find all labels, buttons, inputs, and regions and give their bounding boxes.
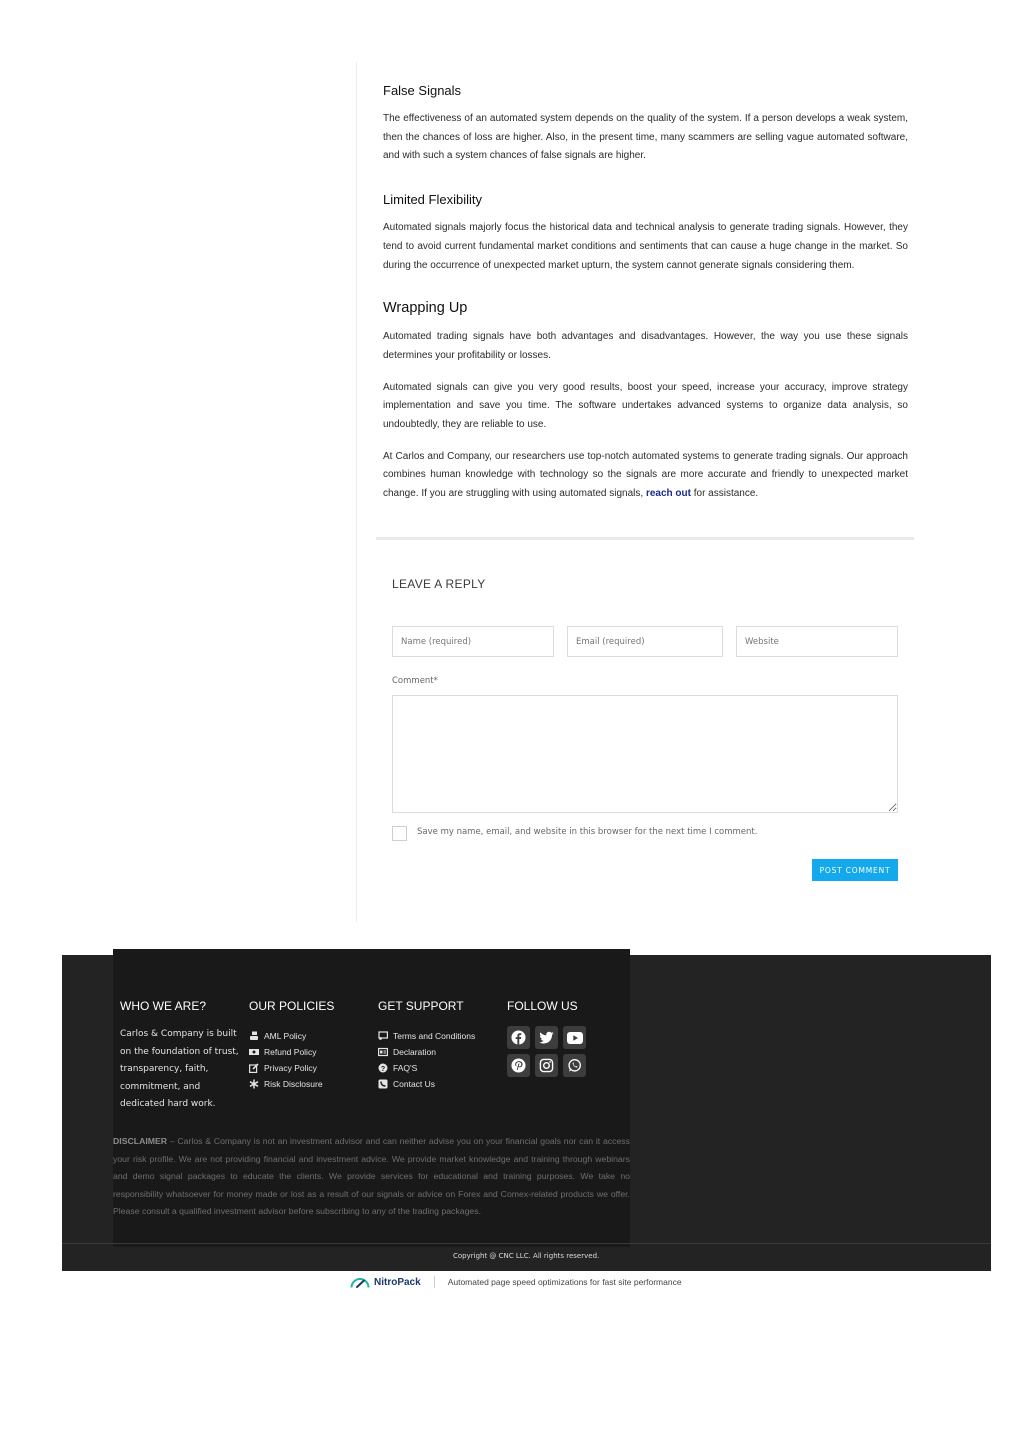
money-bill-icon — [249, 1047, 259, 1057]
support-label: FAQ'S — [393, 1063, 418, 1073]
nitropack-badge[interactable] — [350, 1275, 682, 1289]
wrapping-up-paragraph-2: Automated signals can give you very good results, boost your speed, increase your accuracy, improve strategy implementation and save you time. The software undertakes advanced systems to organize data analysis, so undoubtedly, they are reliable to use. — [383, 381, 908, 431]
policies-list — [249, 1028, 323, 1092]
support-link-contact[interactable] — [378, 1076, 475, 1092]
about-text: Carlos & Company is built on the foundation of trust, transparency, faith, commitment, and dedicated hard work. — [120, 1029, 239, 1109]
policy-label: Privacy Policy — [264, 1063, 317, 1073]
wrapping-up-paragraph-1: Automated trading signals have both advantages and disadvantages. However, the way you use these signals determines your profitability or losses. — [383, 331, 908, 361]
id-card-icon — [378, 1047, 388, 1057]
article-body — [383, 80, 908, 504]
website-field[interactable] — [736, 626, 898, 657]
edit-icon — [249, 1063, 259, 1073]
whatsapp-button[interactable] — [563, 1054, 586, 1077]
youtube-icon — [567, 1032, 583, 1044]
svg-text:?: ? — [380, 1066, 386, 1073]
get-support-title: GET SUPPORT — [378, 999, 464, 1013]
comment-label: Comment* — [392, 676, 438, 686]
copyright: Copyright @ CNC LLC. All rights reserved. — [453, 1252, 600, 1260]
policy-label: Refund Policy — [264, 1047, 317, 1057]
follow-us-title: FOLLOW US — [507, 999, 578, 1013]
support-label: Terms and Conditions — [393, 1031, 476, 1041]
pinterest-button[interactable] — [507, 1054, 530, 1077]
support-list — [378, 1028, 475, 1092]
nitropack-tagline: Automated page speed optimizations for fast site performance — [447, 1277, 682, 1287]
heading-limited-flexibility: Limited Flexibility — [383, 192, 482, 208]
false-signals-paragraph: The effectiveness of an automated system depends on the quality of the system. If a person develops a weak system, then the chances of loss are higher. Also, in the present time, many scammers are selling vague automated software, and with such a system chances of false signals are higher. — [383, 113, 908, 162]
section-divider — [376, 537, 914, 540]
nitropack-separator — [434, 1276, 435, 1288]
nitropack-logo-icon — [350, 1276, 370, 1288]
instagram-icon — [539, 1058, 554, 1073]
who-we-are-title: WHO WE ARE? — [120, 999, 207, 1013]
twitter-button[interactable] — [535, 1026, 558, 1049]
final-paragraph-text: At Carlos and Company, our researchers use top-notch automated systems to generate trading signals. Our approach combines human knowledge with technology so the signals are more accurate and friendly to unexpected market change. If you are struggling with using automated signals, — [383, 450, 908, 500]
final-paragraph-tail: for assistance. — [690, 488, 759, 500]
policy-label: Risk Disclosure — [264, 1079, 323, 1089]
facebook-icon — [511, 1030, 526, 1045]
save-info-checkbox[interactable] — [392, 826, 407, 841]
support-label: Declaration — [393, 1047, 436, 1057]
sidebar-divider — [356, 62, 357, 922]
instagram-button[interactable] — [535, 1054, 558, 1077]
heading-wrapping-up: Wrapping Up — [383, 300, 468, 317]
support-link-declaration[interactable] — [378, 1044, 475, 1060]
disclaimer — [113, 1133, 630, 1221]
comment-textarea[interactable] — [392, 695, 898, 813]
save-info-label: Save my name, email, and website in this browser for the next time I comment. — [417, 827, 758, 837]
support-link-faq[interactable] — [378, 1060, 475, 1076]
pinterest-icon — [511, 1058, 526, 1073]
nitropack-name: NitroPack — [374, 1276, 421, 1288]
name-field[interactable] — [392, 626, 554, 657]
limited-flexibility-paragraph: Automated signals majorly focus the historical data and technical analysis to generate trading signals. However, they tend to avoid current fundamental market conditions and sentiments that can cause a huge change in the market. So during the occurrence of unexpected market upturn, the system cannot generate signals considering them. — [383, 222, 908, 271]
final-paragraph — [383, 448, 908, 504]
email-field[interactable] — [567, 626, 723, 657]
chalkboard-icon — [378, 1031, 388, 1041]
our-policies-title: OUR POLICIES — [249, 999, 335, 1013]
asterisk-icon — [249, 1079, 259, 1089]
money-hand-icon — [249, 1031, 259, 1041]
support-label: Contact Us — [393, 1079, 436, 1089]
whatsapp-icon — [567, 1058, 582, 1073]
policy-link-aml[interactable] — [249, 1028, 323, 1044]
youtube-button[interactable] — [563, 1026, 586, 1049]
footer-rule — [62, 1243, 991, 1244]
policy-link-privacy[interactable] — [249, 1060, 323, 1076]
disclaimer-label: DISCLAIMER — [113, 1136, 168, 1146]
policy-link-refund[interactable] — [249, 1044, 323, 1060]
policy-label: AML Policy — [264, 1031, 307, 1041]
heading-false-signals: False Signals — [383, 83, 462, 98]
policy-link-risk[interactable] — [249, 1076, 323, 1092]
support-link-terms[interactable] — [378, 1028, 475, 1044]
facebook-button[interactable] — [507, 1026, 530, 1049]
question-circle-icon — [378, 1063, 388, 1073]
reply-title: LEAVE A REPLY — [392, 577, 486, 591]
disclaimer-text: – Carlos & Company is not an investment advisor and can neither advise you on your financial goals nor can it access your risk profile. We are not providing financial and investment advice. We provide market knowledge and training through webinars and demo signal packages to educate the clients. We provide services for educational and training purposes. We take no responsibility whatsoever for money made or lost as a result of our signals or advice on Forex and Comex-related products we offer. Please consult a qualified investment advisor before subscribing to any of the trading packages. — [113, 1136, 630, 1216]
twitter-icon — [539, 1030, 554, 1045]
reach-out-link[interactable]: reach out — [645, 488, 691, 500]
post-comment-button[interactable]: POST COMMENT — [812, 859, 898, 881]
phone-square-icon — [378, 1079, 388, 1089]
